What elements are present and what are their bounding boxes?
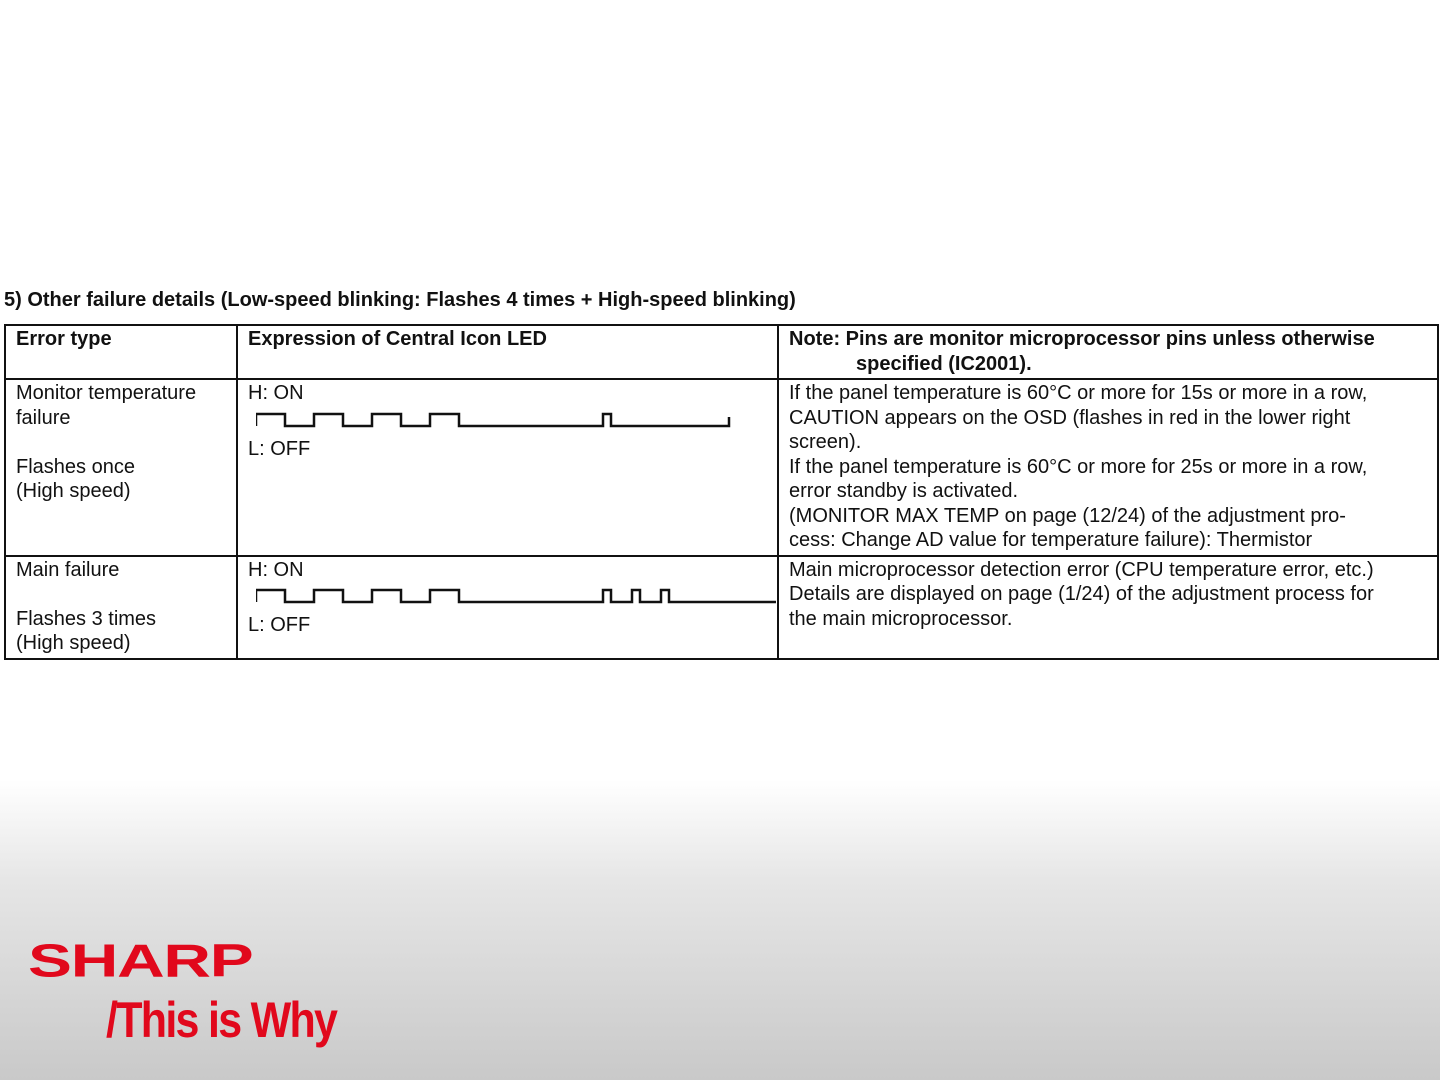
low-label: L: OFF <box>248 614 311 636</box>
flash-speed: (High speed) <box>16 480 131 502</box>
error-type-cell <box>5 379 237 556</box>
waveform-line <box>256 414 729 426</box>
header-expression: Expression of Central Icon LED <box>237 325 778 379</box>
led-waveform <box>256 585 776 609</box>
sharp-logo <box>28 935 337 1048</box>
error-type-cell <box>5 556 237 659</box>
brand-wordmark: SHARP <box>28 935 253 987</box>
flash-count: Flashes once <box>16 455 135 478</box>
error-type-name-cont: failure <box>16 406 71 429</box>
note-line: Main microprocessor detection error (CPU temperature error, etc.) <box>789 558 1374 581</box>
table-header-row <box>5 325 1438 379</box>
header-note <box>778 325 1438 379</box>
error-type-name: Monitor temperature <box>16 382 197 404</box>
note-line: Details are displayed on page (1/24) of the adjustment process for <box>789 583 1374 605</box>
note-line: the main microprocessor. <box>789 607 1013 630</box>
error-type-name: Main failure <box>16 558 120 581</box>
header-note-line2: specified (IC2001). <box>856 352 1032 375</box>
note-line: error standby is activated. <box>789 480 1018 502</box>
table-row <box>5 379 1438 556</box>
note-line: If the panel temperature is 60°C or more for 15s or more in a row, <box>789 382 1368 404</box>
high-label: H: ON <box>248 558 304 581</box>
expression-cell <box>237 379 778 556</box>
header-note-line1: Note: Pins are monitor microprocessor pins unless otherwise <box>789 328 1375 350</box>
flash-speed: (High speed) <box>16 632 131 654</box>
waveform-line <box>256 590 776 602</box>
low-label: L: OFF <box>248 437 311 460</box>
brand-tagline: /This is Why <box>106 992 337 1048</box>
high-label: H: ON <box>248 382 304 404</box>
led-waveform <box>256 409 776 433</box>
expression-cell <box>237 556 778 659</box>
table-row <box>5 556 1438 659</box>
note-line: cess: Change AD value for temperature failure): Thermistor <box>789 529 1313 551</box>
flash-count: Flashes 3 times <box>16 607 157 630</box>
failure-table <box>4 324 1439 660</box>
note-line: If the panel temperature is 60°C or more for 25s or more in a row, <box>789 455 1368 478</box>
note-cell <box>778 379 1438 556</box>
note-line: (MONITOR MAX TEMP on page (12/24) of the adjustment pro- <box>789 504 1346 527</box>
header-error-type: Error type <box>5 325 237 379</box>
note-line: screen). <box>789 431 862 453</box>
note-line: CAUTION appears on the OSD (flashes in red in the lower right <box>789 406 1351 429</box>
note-cell <box>778 556 1438 659</box>
section-title: 5) Other failure details (Low-speed blinking: Flashes 4 times + High-speed blinking) <box>4 289 796 311</box>
